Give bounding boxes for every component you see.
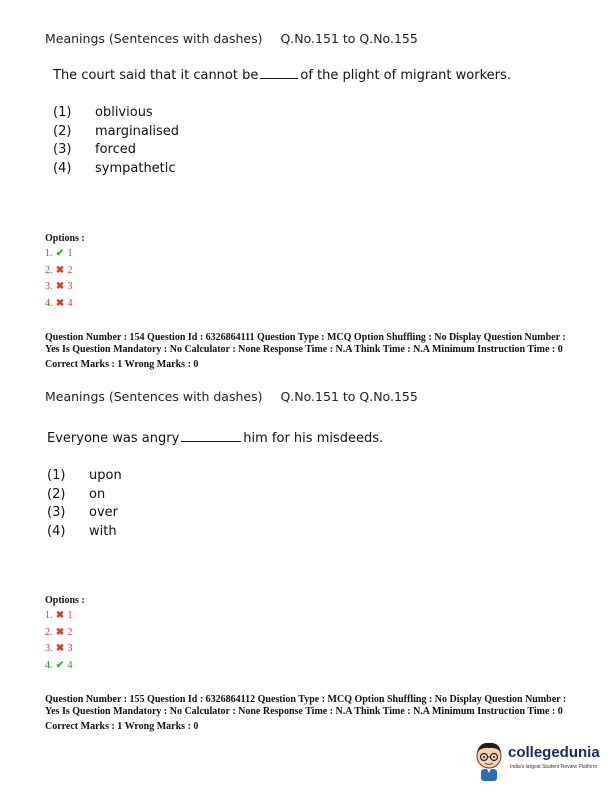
option-prefix: 1. [45,248,53,259]
option-value: 3 [67,281,73,292]
choice-text: on [89,486,106,502]
option-value: 4 [67,659,73,671]
cross-icon: ✖ [55,264,65,276]
option-item [45,660,73,677]
choice-number: (3) [47,505,66,520]
option-prefix: 2. [45,264,53,276]
choice-list [53,105,179,179]
cross-icon: ✖ [55,610,65,621]
section-title: Meanings (Sentences with dashes) [45,31,263,46]
choice-number: (4) [47,523,66,539]
choice-text: oblivious [95,105,153,120]
options-list [45,610,73,676]
choice-item [47,505,122,524]
section-header [45,31,418,46]
choice-number: (1) [53,105,72,120]
question-metadata [45,332,575,371]
option-item [45,265,73,282]
logo-name: collegedunia [508,744,600,761]
question-metadata [45,694,575,733]
choice-text: upon [89,468,122,483]
choice-item [53,124,179,143]
option-item [45,643,73,660]
option-prefix: 4. [45,659,53,671]
question-range: Q.No.151 to Q.No.155 [280,31,418,46]
option-item [45,610,73,627]
choice-item [47,468,122,487]
question-text-before: The court said that it cannot be [53,68,259,83]
choice-number: (3) [53,142,72,157]
choice-text: forced [95,142,136,157]
choice-item [47,524,122,543]
marks-info: Correct Marks : 1 Wrong Marks : 0 [45,721,199,732]
cross-icon: ✖ [55,626,65,638]
question-text [47,430,383,446]
option-prefix: 1. [45,610,53,621]
option-prefix: 3. [45,643,53,654]
check-icon: ✔ [55,248,65,259]
option-prefix: 4. [45,297,53,309]
cross-icon: ✖ [55,297,65,309]
choice-text: with [89,523,117,539]
option-prefix: 2. [45,626,53,638]
section-title: Meanings (Sentences with dashes) [45,389,263,404]
option-value: 1 [67,248,73,259]
marks-info: Correct Marks : 1 Wrong Marks : 0 [45,359,199,370]
section-header [45,389,418,404]
logo-tagline: India's largest Student Review Platform [510,764,598,770]
choice-text: marginalised [95,123,180,139]
options-title: Options : [45,595,85,606]
option-value: 4 [67,297,73,309]
choice-number: (2) [53,123,72,139]
choice-item [47,487,122,506]
option-value: 1 [67,610,73,621]
collegedunia-logo [472,740,607,786]
question-text [53,67,511,83]
choice-item [53,161,179,180]
option-value: 3 [67,643,73,654]
blank-line [181,430,241,442]
mascot-icon [472,740,506,782]
option-prefix: 3. [45,281,53,292]
question-info: Question Number : 154 Question Id : 6326864111 Question Type : MCQ Option Shuffling : No Display Question Number : Yes Is Question Mandatory : No Calculator : None Response Time : N.A Think Time : N.A Minimum Instruction Time : 0 [45,332,566,355]
question-text-after: of the plight of migrant workers. [300,68,511,83]
options-list [45,248,73,314]
check-icon: ✔ [55,659,65,671]
blank-line [260,67,298,79]
choice-number: (2) [47,486,66,502]
choice-text: sympathetic [95,160,176,176]
cross-icon: ✖ [55,281,65,292]
option-item [45,627,73,644]
choice-number: (1) [47,468,66,483]
cross-icon: ✖ [55,643,65,654]
question-text-before: Everyone was angry [47,431,180,446]
choice-text: over [89,505,118,520]
option-item [45,281,73,298]
question-range: Q.No.151 to Q.No.155 [280,389,418,404]
choice-item [53,142,179,161]
option-value: 2 [67,626,73,638]
options-title: Options : [45,233,85,244]
choice-number: (4) [53,160,72,176]
option-item [45,298,73,315]
option-item [45,248,73,265]
choice-list [47,468,122,542]
question-text-after: him for his misdeeds. [243,431,384,446]
choice-item [53,105,179,124]
question-info: Question Number : 155 Question Id : 6326864112 Question Type : MCQ Option Shuffling : No Display Question Number : Yes Is Question Mandatory : No Calculator : None Response Time : N.A Think Time : N.A Minimum Instruction Time : 0 [45,694,567,717]
option-value: 2 [67,264,73,276]
